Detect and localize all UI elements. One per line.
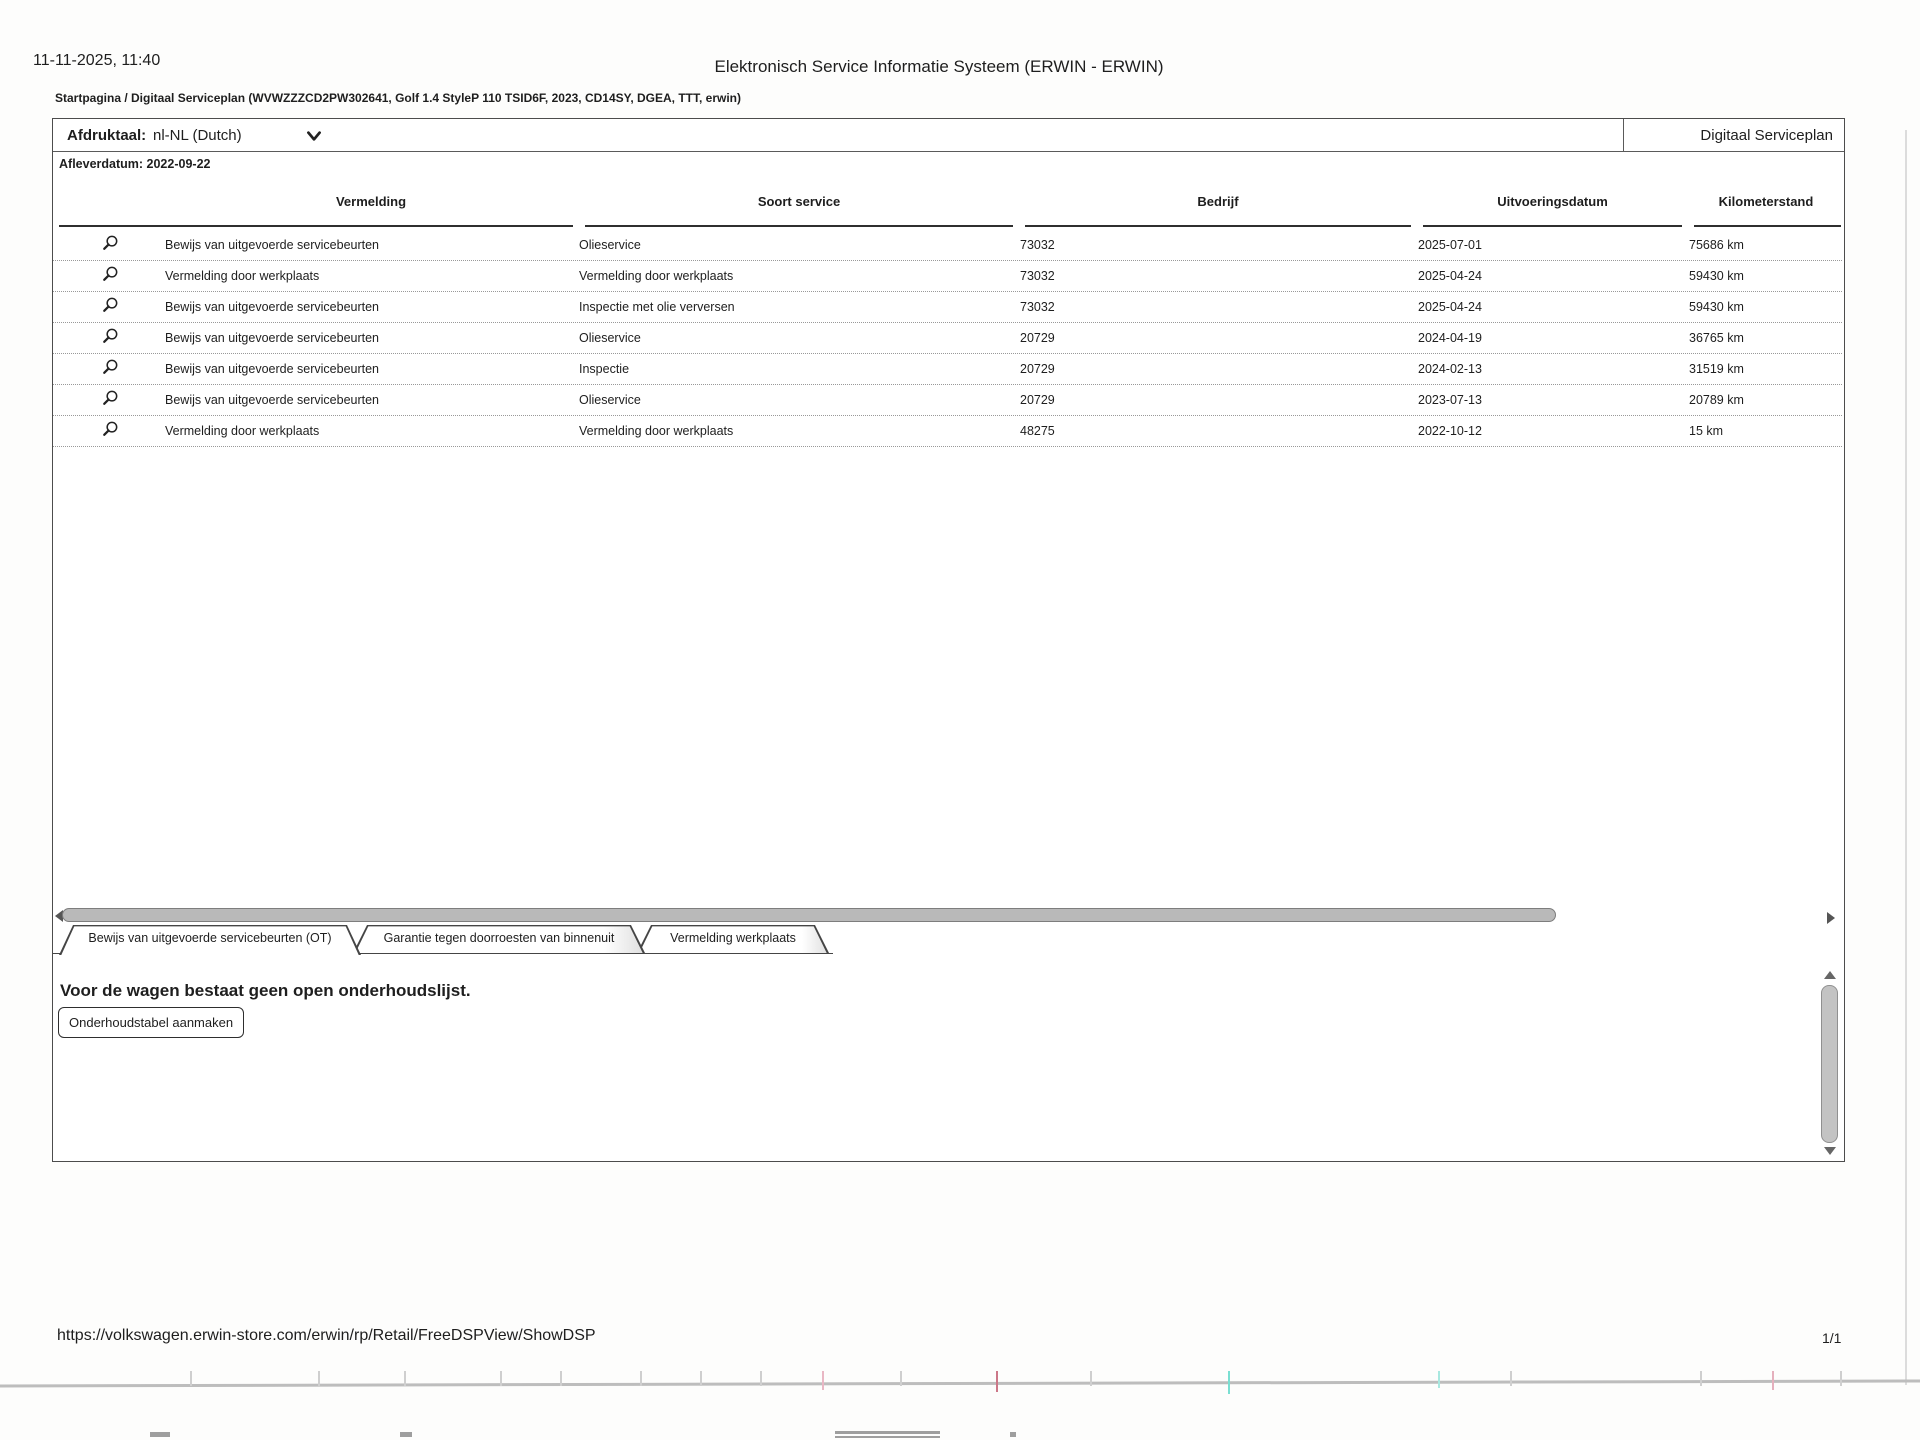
chevron-down-icon [305,127,323,145]
h-scrollbar-right-arrow[interactable] [1827,912,1835,924]
header-bottom-border [53,151,1844,152]
table-row [53,385,1842,416]
row-zoom-button[interactable] [101,265,120,284]
row-zoom-button[interactable] [101,420,120,439]
magnifier-icon [101,234,120,253]
cell-soort-service: Olieservice [579,393,641,407]
table-header-row [53,181,1844,221]
magnifier-icon [101,389,120,408]
row-zoom-button[interactable] [101,296,120,315]
scan-mark [400,1432,412,1437]
table-row [53,416,1842,447]
col-header-soort-service: Soort service [757,193,841,209]
col-header-uitvoeringsdatum: Uitvoeringsdatum [1497,193,1608,209]
table-body [53,230,1842,447]
scan-tick [560,1371,562,1386]
scan-tick [900,1371,902,1386]
cell-bedrijf: 20729 [1020,331,1055,345]
delivery-date-label: Afleverdatum: [59,157,144,171]
cell-soort-service: Inspectie [579,362,630,376]
cell-kilometerstand: 15 km [1689,424,1724,438]
cell-vermelding: Bewijs van uitgevoerde servicebeurten [165,331,380,345]
create-maintenance-table-button[interactable]: Onderhoudstabel aanmaken [58,1007,244,1038]
cell-uitvoeringsdatum: 2022-10-12 [1418,424,1482,438]
cell-uitvoeringsdatum: 2025-04-24 [1418,300,1482,314]
table-row [53,261,1842,292]
magnifier-icon [101,296,120,315]
magnifier-icon [101,327,120,346]
cell-bedrijf: 48275 [1020,424,1055,438]
maintenance-message: Voor de wagen bestaat geen open onderhoudslijst. [60,981,471,1000]
scan-tick [1228,1371,1230,1394]
scan-tick [822,1371,824,1390]
scan-mark [1010,1432,1016,1437]
cell-vermelding: Bewijs van uitgevoerde servicebeurten [165,362,380,376]
scan-tick [1840,1371,1842,1386]
row-icon-cell [53,327,163,349]
cell-vermelding: Vermelding door werkplaats [165,424,320,438]
v-scrollbar-thumb[interactable] [1821,985,1838,1143]
tab-garantie-doorroesten[interactable] [353,925,645,953]
cell-bedrijf: 73032 [1020,269,1055,283]
header-underline [585,225,1013,227]
scan-tick [700,1371,702,1386]
cell-kilometerstand: 59430 km [1689,300,1744,314]
tab-bewijs-servicebeurten[interactable] [59,925,361,955]
cell-uitvoeringsdatum: 2025-04-24 [1418,269,1482,283]
cell-uitvoeringsdatum: 2025-07-01 [1418,238,1482,252]
cell-kilometerstand: 31519 km [1689,362,1744,376]
scan-mark [835,1436,940,1438]
scan-artifact-strip [0,1379,1920,1387]
cell-kilometerstand: 59430 km [1689,269,1744,283]
cell-vermelding: Bewijs van uitgevoerde servicebeurten [165,393,380,407]
row-zoom-button[interactable] [101,389,120,408]
header-underline [1694,225,1841,227]
table-row [53,230,1842,261]
breadcrumb[interactable]: Startpagina / Digitaal Serviceplan (WVWZZZCD2PW302641, Golf 1.4 StyleP 110 TSID6F, 2023, CD14SY, DGEA, TTT, erwin) [55,91,741,105]
serviceplan-panel [52,118,1845,1162]
v-scrollbar-up-arrow[interactable] [1824,971,1836,979]
tab-label: Garantie tegen doorroesten van binnenuit [383,931,615,945]
h-scrollbar-thumb[interactable] [62,908,1556,922]
header-underline [1025,225,1411,227]
cell-uitvoeringsdatum: 2023-07-13 [1418,393,1482,407]
row-icon-cell [53,358,163,380]
cell-kilometerstand: 75686 km [1689,238,1744,252]
row-icon-cell [53,234,163,256]
cell-kilometerstand: 20789 km [1689,393,1744,407]
cell-kilometerstand: 36765 km [1689,331,1744,345]
scan-tick [1772,1371,1774,1390]
page-edge-line [1905,130,1907,1385]
language-value: nl-NL (Dutch) [153,127,242,144]
table-row [53,354,1842,385]
scan-tick [640,1371,642,1386]
magnifier-icon [101,265,120,284]
cell-bedrijf: 73032 [1020,300,1055,314]
row-icon-cell [53,389,163,411]
scan-tick [1438,1371,1440,1388]
cell-uitvoeringsdatum: 2024-04-19 [1418,331,1482,345]
delivery-date-value: 2022-09-22 [146,157,211,171]
header-underline [1423,225,1682,227]
language-label: Afdruktaal: [67,127,147,144]
cell-vermelding: Vermelding door werkplaats [165,269,320,283]
v-scrollbar-down-arrow[interactable] [1824,1147,1836,1155]
language-select[interactable] [53,119,1623,151]
scan-tick [1510,1371,1512,1386]
col-header-bedrijf: Bedrijf [1197,193,1239,209]
scan-tick [404,1371,406,1386]
scan-tick [500,1371,502,1386]
plan-title: Digitaal Serviceplan [1700,127,1833,144]
tab-label: Vermelding werkplaats [670,931,796,945]
cell-soort-service: Olieservice [579,238,641,252]
page-number: 1/1 [1822,1330,1842,1346]
magnifier-icon [101,420,120,439]
footer-url: https://volkswagen.erwin-store.com/erwin/rp/Retail/FreeDSPView/ShowDSP [57,1327,596,1344]
row-zoom-button[interactable] [101,327,120,346]
cell-bedrijf: 20729 [1020,393,1055,407]
scan-tick [760,1371,762,1386]
cell-soort-service: Olieservice [579,331,641,345]
cell-soort-service: Vermelding door werkplaats [579,424,734,438]
scan-tick [190,1371,192,1386]
printed-timestamp: 11-11-2025, 11:40 [33,52,161,69]
row-zoom-button[interactable] [101,358,120,377]
header-underline [59,225,573,227]
cell-uitvoeringsdatum: 2024-02-13 [1418,362,1482,376]
app-title: Elektronisch Service Informatie Systeem (ERWIN - ERWIN) [714,57,1164,76]
table-row [53,323,1842,354]
cell-vermelding: Bewijs van uitgevoerde servicebeurten [165,238,380,252]
scan-mark [835,1431,940,1434]
tab-label: Bewijs van uitgevoerde servicebeurten (OT) [88,931,332,945]
cell-bedrijf: 73032 [1020,238,1055,252]
col-header-vermelding: Vermelding [335,193,407,209]
magnifier-icon [101,358,120,377]
table-row [53,292,1842,323]
cell-soort-service: Vermelding door werkplaats [579,269,734,283]
scan-mark [150,1432,170,1437]
row-icon-cell [53,296,163,318]
row-zoom-button[interactable] [101,234,120,253]
cell-bedrijf: 20729 [1020,362,1055,376]
cell-vermelding: Bewijs van uitgevoerde servicebeurten [165,300,380,314]
scan-tick [996,1371,998,1392]
delivery-date [59,157,210,171]
scan-tick [318,1371,320,1386]
tab-vermelding-werkplaats[interactable] [637,925,829,953]
scan-tick [1090,1371,1092,1386]
row-icon-cell [53,420,163,442]
row-icon-cell [53,265,163,287]
scan-tick [1700,1371,1702,1386]
cell-soort-service: Inspectie met olie verversen [579,300,735,314]
col-header-kilometerstand: Kilometerstand [1718,193,1814,209]
